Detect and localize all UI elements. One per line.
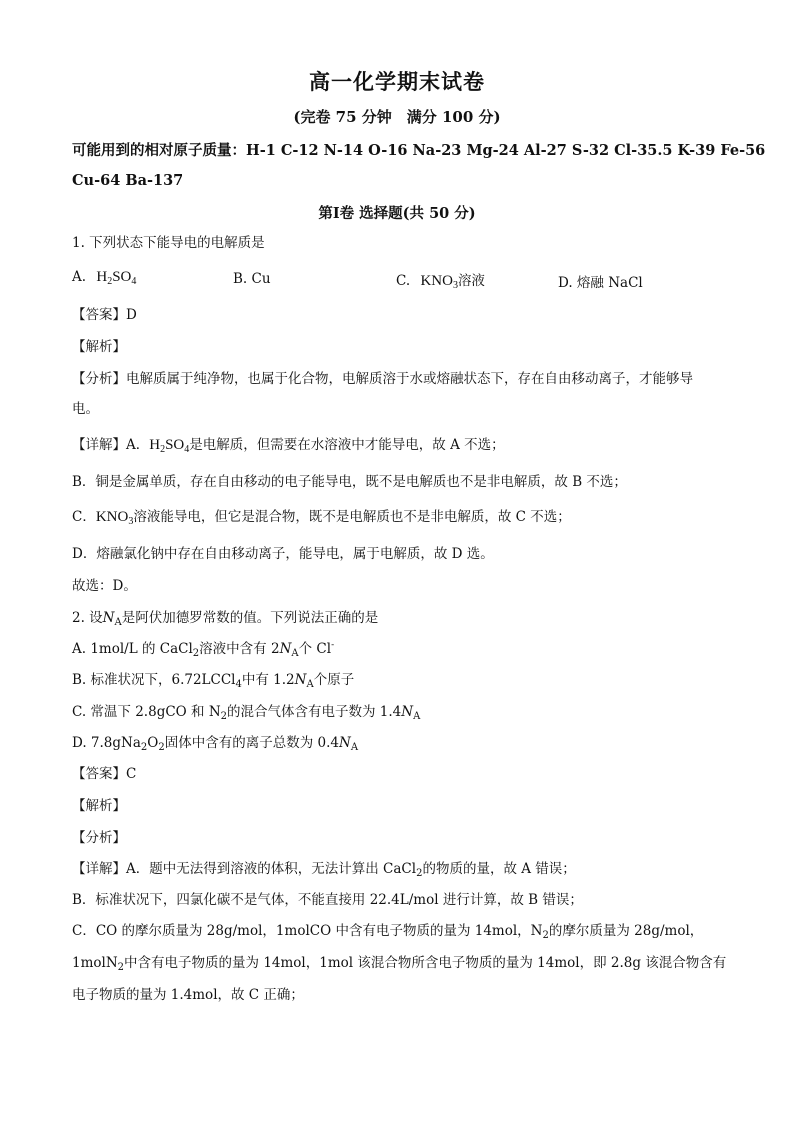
- q1-detail-b: B．铜是金属单质，存在自由移动的电子能导电，既不是电解质也不是非电解质，故 B 不选；: [72, 474, 627, 490]
- q1-conclusion: 故选：D。: [72, 578, 137, 594]
- q2-option-b: B. 标准状况下，6.72LCCl$_4$中有 $1.2N_A$个原子: [72, 672, 355, 690]
- q1-option-c: [396, 269, 485, 290]
- q1-answer: [72, 306, 137, 324]
- formula-h2so4: $H_2SO_4$: [149, 437, 190, 455]
- q2-detail-c-line-2: 1molN$_2$中含有电子物质的量为 14mol，1mol 该混合物所含电子物质的量为 14mol，即 2.8g 该混合物含有: [72, 955, 727, 973]
- stem-text: 2. 设: [72, 610, 103, 626]
- detail-text: 溶液能导电，但它是混合物，既不是电解质也不是非电解质，故 C 不选；: [133, 509, 571, 525]
- q1-stem: 1. 下列状态下能导电的电解质是: [72, 235, 265, 251]
- fenxi-tag: 【分析】: [72, 371, 126, 387]
- fenxi-text: 电解质属于纯净物，也属于化合物，电解质溶于水或熔融状态下，存在自由移动离子，才能够导: [126, 371, 693, 387]
- q2-option-a: A. 1mol/L 的 CaCl$_2$溶液中含有 $2N_A$个 Cl-: [72, 640, 335, 659]
- stem-text: 是阿伏加德罗常数的值。下列说法正确的是: [121, 610, 379, 626]
- q1-detail-a: [72, 436, 505, 454]
- atomic-masses-line-2: Cu-64 Ba-137: [72, 172, 184, 189]
- atomic-masses-label: 可能用到的相对原子质量：: [72, 142, 246, 159]
- option-label: C.: [396, 273, 411, 289]
- formula-kno3: $KNO_3$: [420, 273, 458, 291]
- q1-fenxi-line-2: 电。: [72, 401, 99, 417]
- option-text: 溶液: [457, 273, 485, 289]
- q2-fenxi-tag: [72, 829, 126, 847]
- q1-option-d: D. 熔融 NaCl: [558, 275, 643, 291]
- detail-text: 是电解质，但需要在水溶液中才能导电，故 A 不选；: [189, 437, 505, 453]
- detail-tag: 【详解】: [72, 437, 126, 453]
- atomic-masses-line-1: [72, 142, 765, 160]
- detail-tag: 【详解】: [72, 861, 126, 877]
- formula-kno3: $KNO_3$: [95, 509, 134, 527]
- detail-prefix: A．: [126, 437, 150, 453]
- q1-option-a: [72, 269, 136, 286]
- section-title: 第Ⅰ卷 选择题(共 50 分): [318, 205, 476, 222]
- exam-subtitle: (完卷 75 分钟 满分 100 分): [293, 108, 501, 126]
- answer-value: C: [126, 766, 137, 782]
- q1-detail-c: [72, 508, 571, 526]
- q1-detail-d: D．熔融氯化钠中存在自由移动离子，能导电，属于电解质，故 D 选。: [72, 546, 494, 562]
- detail-prefix: C．: [72, 509, 96, 525]
- analysis-tag: 【解析】: [72, 339, 126, 355]
- analysis-tag: 【解析】: [72, 798, 126, 814]
- q1-fenxi-line-1: [72, 370, 693, 388]
- q2-detail-c-line-1: C．CO 的摩尔质量为 28g/mol，1molCO 中含有电子物质的量为 14mol，$N_2$的摩尔质量为 28g/mol，: [72, 923, 704, 941]
- q2-detail-c-line-3: 电子物质的量为 1.4mol，故 C 正确；: [72, 987, 304, 1003]
- q2-option-d: D. $7.8gNa_2O_2$固体中含有的离子总数为 $0.4N_A$: [72, 735, 359, 753]
- fenxi-tag: 【分析】: [72, 830, 126, 846]
- answer-value: D: [126, 307, 137, 323]
- option-label: A.: [72, 269, 87, 285]
- q1-analysis-tag: [72, 338, 126, 356]
- q2-detail-a: 【详解】A．题中无法得到溶液的体积，无法计算出 CaCl$_2$的物质的量，故 A 错误；: [72, 861, 576, 879]
- q2-analysis-tag: [72, 797, 126, 815]
- q2-stem: 2. 设$N_A$是阿伏加德罗常数的值。下列说法正确的是: [72, 610, 379, 628]
- page-title: 高一化学期末试卷: [309, 70, 485, 94]
- formula-h2so4: $H_2SO_4$: [96, 269, 137, 287]
- atomic-masses-values-1: H-1 C-12 N-14 O-16 Na-23 Mg-24 Al-27 S-32 Cl-35.5 K-39 Fe-56: [246, 142, 766, 159]
- q2-answer: [72, 765, 136, 783]
- answer-tag: 【答案】: [72, 307, 126, 323]
- q2-detail-b: B．标准状况下，四氯化碳不是气体，不能直接用 22.4L/mol 进行计算，故 B 错误；: [72, 892, 583, 908]
- answer-tag: 【答案】: [72, 766, 126, 782]
- q1-option-b: B. Cu: [233, 271, 271, 287]
- q2-option-c: C. 常温下 2.8gCO 和 $N_2$的混合气体含有电子数为 $1.4N_A$: [72, 704, 421, 722]
